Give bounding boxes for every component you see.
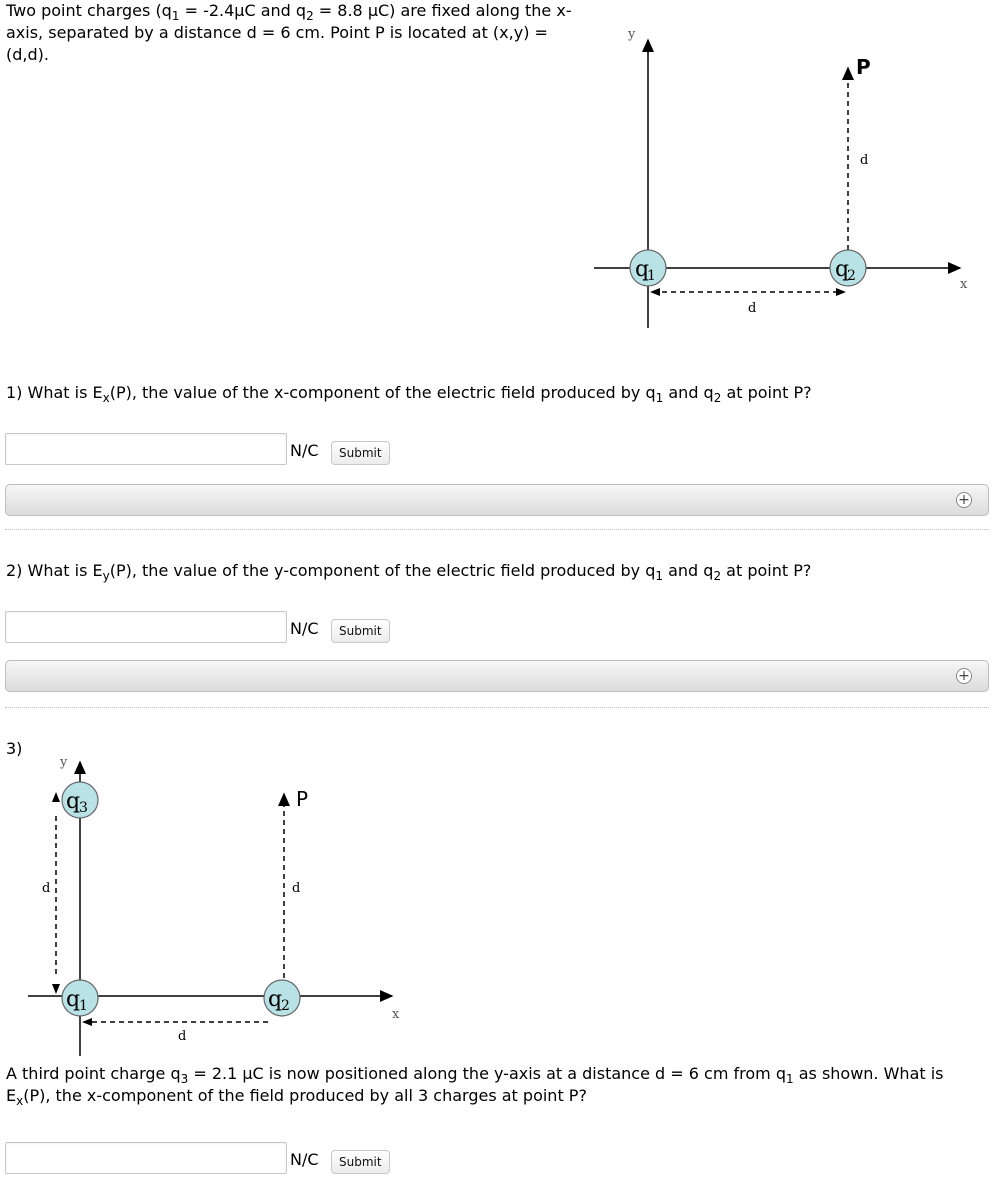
plus-circle-icon[interactable]: + — [956, 492, 972, 508]
answer-2-unit: N/C — [290, 619, 319, 638]
d-horizontal-label: d — [748, 301, 757, 316]
svg-text:1: 1 — [79, 998, 88, 1014]
d-left-label: d — [42, 881, 51, 896]
point-p-label-2: P — [296, 787, 309, 811]
question-3-text: A third point charge $q_3 = 2.1$ μC is now positioned along the y-axis at a distance d = 6 cm from $q_1$ as shown. What is $E_x(P)$, the x-component of the field produced by all 3 charges at point P? — [6, 1064, 944, 1108]
svg-text:q: q — [835, 257, 850, 282]
d-vertical-label-2: d — [292, 881, 301, 896]
svg-text:q: q — [268, 987, 283, 1012]
question-3-label: 3) — [6, 739, 23, 758]
svg-text:q: q — [66, 987, 81, 1012]
point-p-label: P — [856, 55, 871, 79]
x-axis-label: x — [960, 277, 968, 292]
d-horizontal-label-2: d — [178, 1029, 187, 1044]
svg-text:q: q — [66, 789, 81, 814]
question-2-text: 2) What is $E_y(P)$, the value of the y-component of the electric field produced by $q_1$ and $q_2$ at point P? — [6, 561, 812, 583]
answer-2-input[interactable] — [5, 611, 287, 643]
divider-2 — [5, 707, 989, 708]
hint-2-bar[interactable] — [5, 660, 989, 692]
x-axis-label-2: x — [392, 1007, 400, 1022]
submit-3-button[interactable]: Submit — [331, 1150, 390, 1174]
submit-2-button[interactable]: Submit — [331, 619, 390, 643]
answer-3-unit: N/C — [290, 1150, 319, 1169]
svg-text:2: 2 — [281, 998, 290, 1014]
hint-1-bar[interactable] — [5, 484, 989, 516]
divider-1 — [5, 529, 989, 530]
submit-1-button[interactable]: Submit — [331, 441, 390, 465]
y-axis-label-2: y — [60, 755, 68, 770]
svg-text:2: 2 — [847, 268, 856, 284]
answer-1-input[interactable] — [5, 433, 287, 465]
y-axis-label: y — [628, 27, 636, 42]
plus-circle-icon[interactable]: + — [956, 668, 972, 684]
question-1-text: 1) What is $E_x(P)$, the value of the x-component of the electric field produced by $q_1$ and $q_2$ at point P? — [6, 383, 812, 405]
answer-3-input[interactable] — [5, 1142, 287, 1174]
problem-intro: Two point charges ($q_1 = -2.4\mu C$ and $q_2 = 8.8$ μC) are fixed along the x-axis, separated by a distance d = 6 cm. Point P is located at (x,y) = (d,d). — [6, 1, 572, 64]
d-vertical-label: d — [860, 153, 869, 168]
svg-text:q: q — [635, 257, 650, 282]
answer-1-unit: N/C — [290, 441, 319, 460]
svg-text:3: 3 — [79, 800, 88, 816]
charges-diagram-1 — [580, 18, 980, 338]
charges-diagram-2 — [20, 748, 420, 1063]
svg-text:1: 1 — [647, 268, 656, 284]
